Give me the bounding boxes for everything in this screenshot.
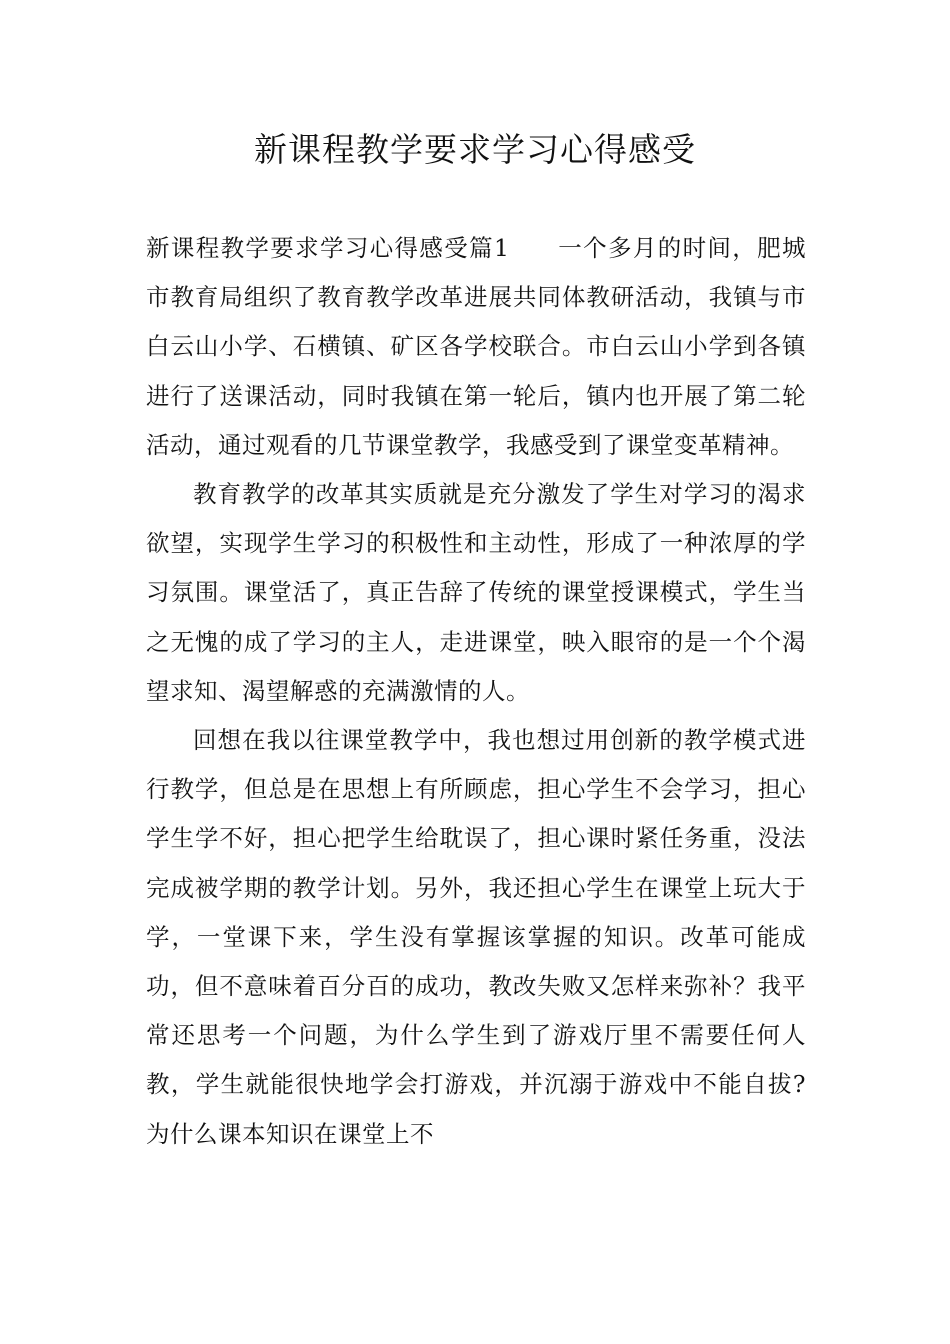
paragraph-1-text: 一个多月的时间，肥城市教育局组织了教育教学改革进展共同体教研活动，我镇与市白云山小学、石横镇、矿区各学校联合。市白云山小学到各镇进行了送课活动，同时我镇在第一轮后，镇内也开展了第二轮活动，通过观看的几节课堂教学，我感受到了课堂变革精神。 xyxy=(146,234,806,459)
paragraph-1 xyxy=(146,224,806,470)
section-heading: 新课程教学要求学习心得感受篇1 xyxy=(146,234,510,262)
document-body xyxy=(146,224,806,1159)
paragraph-3: 回想在我以往课堂教学中，我也想过用创新的教学模式进行教学，但总是在思想上有所顾虑，担心学生不会学习，担心学生学不好，担心把学生给耽误了，担心课时紧任务重，没法完成被学期的教学计划。另外，我还担心学生在课堂上玩大于学，一堂课下来，学生没有掌握该掌握的知识。改革可能成功，但不意味着百分百的成功，教改失败又怎样来弥补？我平常还思考一个问题，为什么学生到了游戏厅里不需要任何人教，学生就能很快地学会打游戏，并沉溺于游戏中不能自拔?为什么课本知识在课堂上不 xyxy=(146,726,806,1148)
paragraph-2: 教育教学的改革其实质就是充分激发了学生对学习的渴求欲望，实现学生学习的积极性和主动性，形成了一种浓厚的学习氛围。课堂活了，真正告辞了传统的课堂授课模式，学生当之无愧的成了学习的主人，走进课堂，映入眼帘的是一个个渴望求知、渴望解惑的充满激情的人。 xyxy=(146,480,806,705)
document-title: 新课程教学要求学习心得感受 xyxy=(254,130,696,169)
